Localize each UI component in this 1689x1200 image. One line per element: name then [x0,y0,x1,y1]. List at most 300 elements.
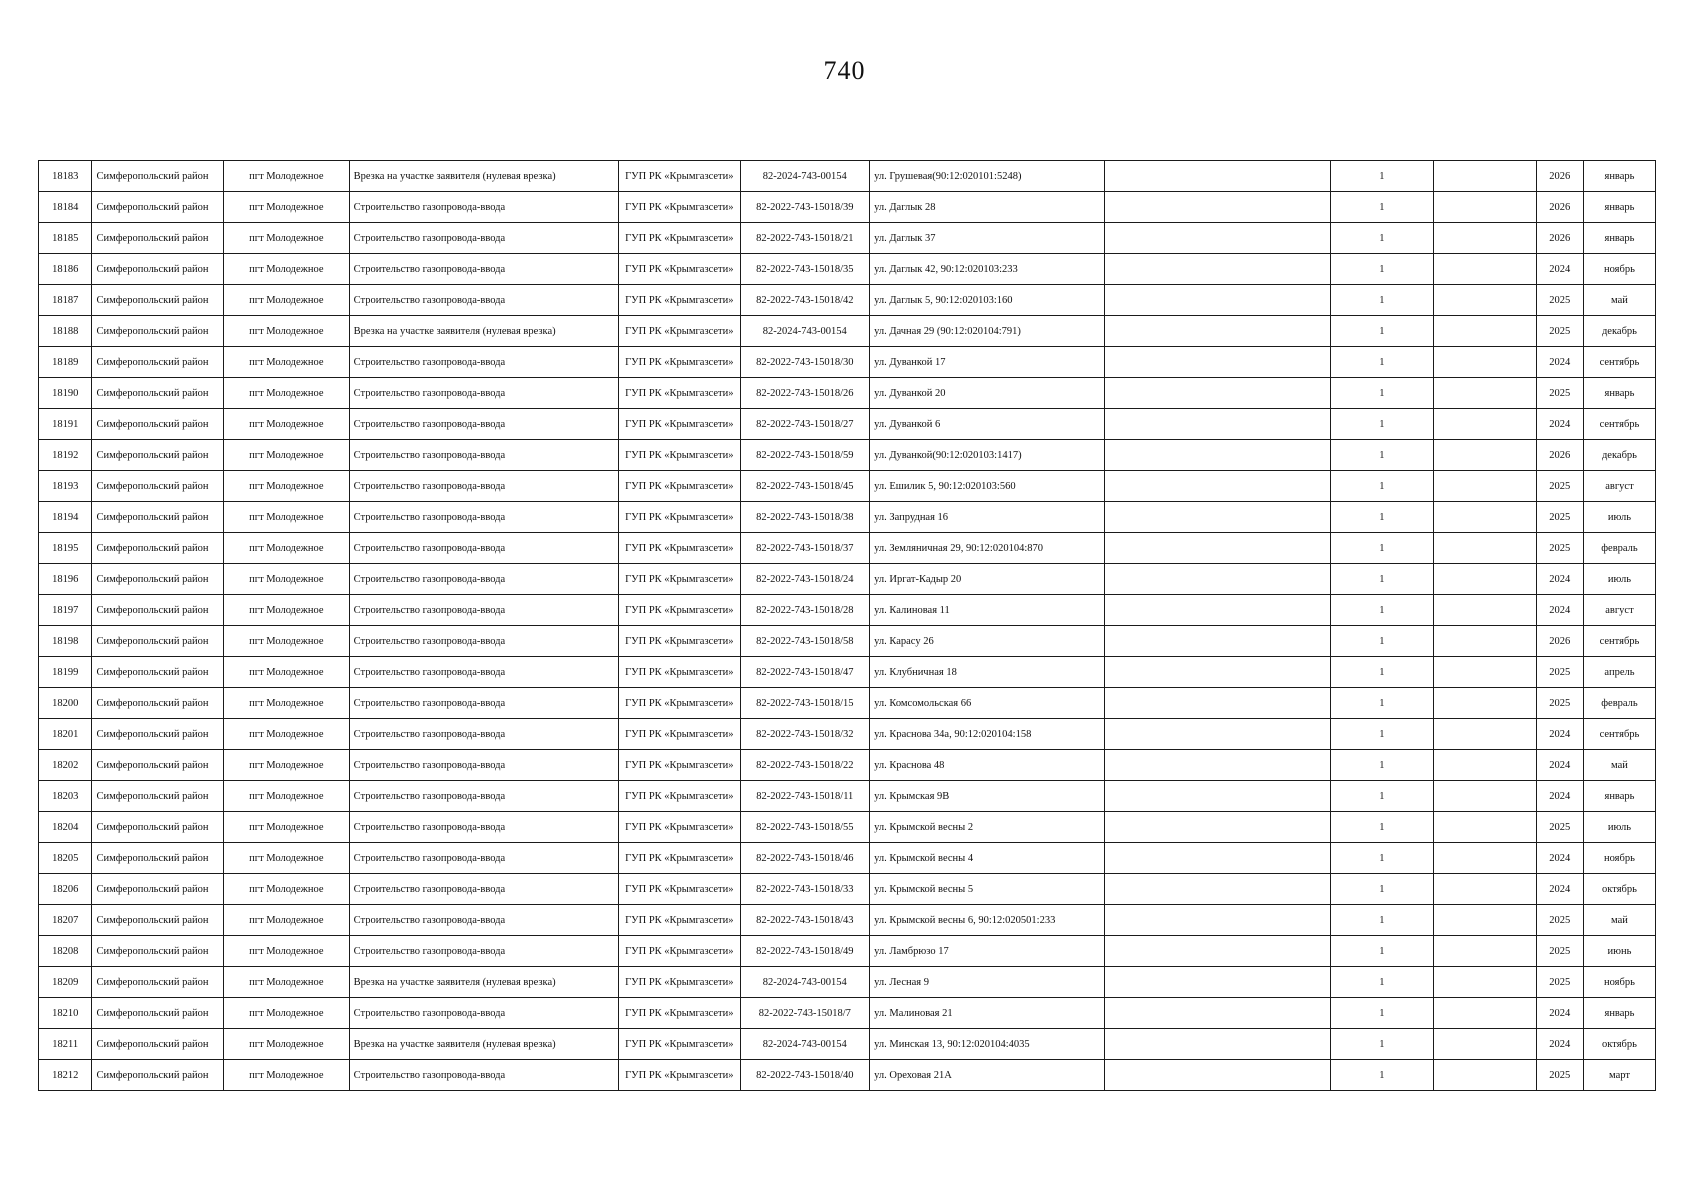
address-cell: ул. Ореховая 21А [870,1060,1105,1091]
organization-cell: ГУП РК «Крымгазсети» [619,440,740,471]
organization-cell: ГУП РК «Крымгазсети» [619,905,740,936]
empty-cell [1104,595,1330,626]
row-number: 18192 [39,440,92,471]
organization-cell: ГУП РК «Крымгазсети» [619,161,740,192]
district-cell: Симферопольский район [92,595,224,626]
work-type-cell: Строительство газопровода-ввода [349,502,619,533]
settlement-cell: пгт Молодежное [224,564,349,595]
table-row [39,347,1656,378]
district-cell: Симферопольский район [92,1060,224,1091]
settlement-cell: пгт Молодежное [224,626,349,657]
settlement-cell: пгт Молодежное [224,1060,349,1091]
work-type-cell: Строительство газопровода-ввода [349,1060,619,1091]
work-type-cell: Врезка на участке заявителя (нулевая врезка) [349,967,619,998]
table-row [39,905,1656,936]
year-cell: 2024 [1536,781,1583,812]
table-body [39,161,1656,1091]
empty-cell [1104,657,1330,688]
address-cell: ул. Ешилик 5, 90:12:020103:560 [870,471,1105,502]
table-row [39,440,1656,471]
settlement-cell: пгт Молодежное [224,719,349,750]
row-number: 18187 [39,285,92,316]
month-cell: октябрь [1583,874,1655,905]
year-cell: 2024 [1536,874,1583,905]
address-cell: ул. Даглык 28 [870,192,1105,223]
year-cell: 2025 [1536,471,1583,502]
month-cell: август [1583,471,1655,502]
month-cell: май [1583,750,1655,781]
row-number: 18209 [39,967,92,998]
empty-cell [1104,967,1330,998]
district-cell: Симферопольский район [92,440,224,471]
document-number-cell: 82-2022-743-15018/46 [740,843,870,874]
row-number: 18211 [39,1029,92,1060]
row-number: 18184 [39,192,92,223]
document-number-cell: 82-2022-743-15018/55 [740,812,870,843]
document-number-cell: 82-2022-743-15018/15 [740,688,870,719]
year-cell: 2025 [1536,378,1583,409]
month-cell: ноябрь [1583,967,1655,998]
year-cell: 2025 [1536,936,1583,967]
work-type-cell: Строительство газопровода-ввода [349,564,619,595]
work-type-cell: Строительство газопровода-ввода [349,471,619,502]
empty-cell [1104,347,1330,378]
quantity-cell: 1 [1330,285,1433,316]
empty-cell [1104,936,1330,967]
year-cell: 2025 [1536,967,1583,998]
settlement-cell: пгт Молодежное [224,843,349,874]
empty-cell [1104,1029,1330,1060]
quantity-cell: 1 [1330,1060,1433,1091]
year-cell: 2025 [1536,657,1583,688]
organization-cell: ГУП РК «Крымгазсети» [619,874,740,905]
empty-cell [1433,192,1536,223]
year-cell: 2024 [1536,1029,1583,1060]
year-cell: 2025 [1536,812,1583,843]
quantity-cell: 1 [1330,316,1433,347]
table-row [39,874,1656,905]
quantity-cell: 1 [1330,161,1433,192]
empty-cell [1433,471,1536,502]
quantity-cell: 1 [1330,719,1433,750]
district-cell: Симферопольский район [92,471,224,502]
settlement-cell: пгт Молодежное [224,471,349,502]
district-cell: Симферопольский район [92,967,224,998]
document-number-cell: 82-2022-743-15018/28 [740,595,870,626]
quantity-cell: 1 [1330,192,1433,223]
quantity-cell: 1 [1330,781,1433,812]
empty-cell [1433,254,1536,285]
district-cell: Симферопольский район [92,688,224,719]
registry-table [38,160,1656,1091]
row-number: 18195 [39,533,92,564]
row-number: 18189 [39,347,92,378]
row-number: 18202 [39,750,92,781]
settlement-cell: пгт Молодежное [224,998,349,1029]
district-cell: Симферопольский район [92,874,224,905]
month-cell: июль [1583,812,1655,843]
district-cell: Симферопольский район [92,223,224,254]
quantity-cell: 1 [1330,378,1433,409]
quantity-cell: 1 [1330,1029,1433,1060]
month-cell: январь [1583,378,1655,409]
work-type-cell: Строительство газопровода-ввода [349,440,619,471]
year-cell: 2024 [1536,750,1583,781]
organization-cell: ГУП РК «Крымгазсети» [619,657,740,688]
document-number-cell: 82-2024-743-00154 [740,1029,870,1060]
quantity-cell: 1 [1330,409,1433,440]
organization-cell: ГУП РК «Крымгазсети» [619,471,740,502]
settlement-cell: пгт Молодежное [224,254,349,285]
organization-cell: ГУП РК «Крымгазсети» [619,502,740,533]
document-number-cell: 82-2022-743-15018/30 [740,347,870,378]
month-cell: январь [1583,998,1655,1029]
settlement-cell: пгт Молодежное [224,533,349,564]
district-cell: Симферопольский район [92,378,224,409]
address-cell: ул. Дуванкой 17 [870,347,1105,378]
district-cell: Симферопольский район [92,254,224,285]
month-cell: ноябрь [1583,843,1655,874]
district-cell: Симферопольский район [92,781,224,812]
district-cell: Симферопольский район [92,750,224,781]
empty-cell [1433,750,1536,781]
district-cell: Симферопольский район [92,843,224,874]
document-number-cell: 82-2022-743-15018/33 [740,874,870,905]
district-cell: Симферопольский район [92,347,224,378]
quantity-cell: 1 [1330,812,1433,843]
empty-cell [1104,812,1330,843]
district-cell: Симферопольский район [92,285,224,316]
quantity-cell: 1 [1330,998,1433,1029]
work-type-cell: Строительство газопровода-ввода [349,750,619,781]
settlement-cell: пгт Молодежное [224,378,349,409]
organization-cell: ГУП РК «Крымгазсети» [619,750,740,781]
work-type-cell: Строительство газопровода-ввода [349,285,619,316]
table-row [39,533,1656,564]
empty-cell [1104,502,1330,533]
quantity-cell: 1 [1330,750,1433,781]
settlement-cell: пгт Молодежное [224,905,349,936]
empty-cell [1104,254,1330,285]
month-cell: ноябрь [1583,254,1655,285]
address-cell: ул. Даглык 5, 90:12:020103:160 [870,285,1105,316]
quantity-cell: 1 [1330,347,1433,378]
year-cell: 2026 [1536,223,1583,254]
work-type-cell: Строительство газопровода-ввода [349,223,619,254]
table-row [39,843,1656,874]
quantity-cell: 1 [1330,533,1433,564]
row-number: 18212 [39,1060,92,1091]
address-cell: ул. Запрудная 16 [870,502,1105,533]
settlement-cell: пгт Молодежное [224,812,349,843]
settlement-cell: пгт Молодежное [224,502,349,533]
quantity-cell: 1 [1330,595,1433,626]
empty-cell [1433,595,1536,626]
row-number: 18185 [39,223,92,254]
document-number-cell: 82-2024-743-00154 [740,316,870,347]
month-cell: январь [1583,781,1655,812]
month-cell: февраль [1583,688,1655,719]
work-type-cell: Строительство газопровода-ввода [349,626,619,657]
address-cell: ул. Краснова 48 [870,750,1105,781]
address-cell: ул. Малиновая 21 [870,998,1105,1029]
work-type-cell: Строительство газопровода-ввода [349,874,619,905]
row-number: 18204 [39,812,92,843]
empty-cell [1433,998,1536,1029]
work-type-cell: Строительство газопровода-ввода [349,595,619,626]
row-number: 18201 [39,719,92,750]
empty-cell [1104,285,1330,316]
district-cell: Симферопольский район [92,905,224,936]
empty-cell [1104,533,1330,564]
organization-cell: ГУП РК «Крымгазсети» [619,843,740,874]
document-number-cell: 82-2022-743-15018/47 [740,657,870,688]
month-cell: декабрь [1583,316,1655,347]
organization-cell: ГУП РК «Крымгазсети» [619,626,740,657]
year-cell: 2025 [1536,502,1583,533]
row-number: 18205 [39,843,92,874]
work-type-cell: Строительство газопровода-ввода [349,347,619,378]
settlement-cell: пгт Молодежное [224,874,349,905]
row-number: 18206 [39,874,92,905]
organization-cell: ГУП РК «Крымгазсети» [619,564,740,595]
settlement-cell: пгт Молодежное [224,347,349,378]
empty-cell [1104,223,1330,254]
empty-cell [1104,843,1330,874]
table-row [39,502,1656,533]
settlement-cell: пгт Молодежное [224,409,349,440]
empty-cell [1104,409,1330,440]
empty-cell [1433,378,1536,409]
settlement-cell: пгт Молодежное [224,1029,349,1060]
empty-cell [1433,905,1536,936]
work-type-cell: Строительство газопровода-ввода [349,998,619,1029]
work-type-cell: Строительство газопровода-ввода [349,781,619,812]
table-row [39,657,1656,688]
empty-cell [1433,626,1536,657]
quantity-cell: 1 [1330,471,1433,502]
quantity-cell: 1 [1330,254,1433,285]
work-type-cell: Строительство газопровода-ввода [349,409,619,440]
quantity-cell: 1 [1330,657,1433,688]
row-number: 18210 [39,998,92,1029]
district-cell: Симферопольский район [92,998,224,1029]
organization-cell: ГУП РК «Крымгазсети» [619,533,740,564]
address-cell: ул. Грушевая(90:12:020101:5248) [870,161,1105,192]
month-cell: декабрь [1583,440,1655,471]
organization-cell: ГУП РК «Крымгазсети» [619,223,740,254]
row-number: 18183 [39,161,92,192]
year-cell: 2025 [1536,1060,1583,1091]
month-cell: август [1583,595,1655,626]
empty-cell [1433,223,1536,254]
year-cell: 2024 [1536,409,1583,440]
organization-cell: ГУП РК «Крымгазсети» [619,781,740,812]
document-number-cell: 82-2022-743-15018/58 [740,626,870,657]
quantity-cell: 1 [1330,688,1433,719]
year-cell: 2024 [1536,719,1583,750]
empty-cell [1104,781,1330,812]
quantity-cell: 1 [1330,626,1433,657]
document-number-cell: 82-2024-743-00154 [740,967,870,998]
table-row [39,781,1656,812]
table-row [39,316,1656,347]
district-cell: Симферопольский район [92,564,224,595]
address-cell: ул. Крымской весны 4 [870,843,1105,874]
row-number: 18188 [39,316,92,347]
address-cell: ул. Клубничная 18 [870,657,1105,688]
work-type-cell: Врезка на участке заявителя (нулевая врезка) [349,316,619,347]
document-number-cell: 82-2022-743-15018/39 [740,192,870,223]
district-cell: Симферопольский район [92,626,224,657]
district-cell: Симферопольский район [92,533,224,564]
settlement-cell: пгт Молодежное [224,440,349,471]
year-cell: 2024 [1536,843,1583,874]
table-row [39,285,1656,316]
address-cell: ул. Минская 13, 90:12:020104:4035 [870,1029,1105,1060]
address-cell: ул. Дуванкой(90:12:020103:1417) [870,440,1105,471]
address-cell: ул. Калиновая 11 [870,595,1105,626]
settlement-cell: пгт Молодежное [224,316,349,347]
table-row [39,595,1656,626]
work-type-cell: Строительство газопровода-ввода [349,936,619,967]
empty-cell [1433,688,1536,719]
work-type-cell: Врезка на участке заявителя (нулевая врезка) [349,161,619,192]
row-number: 18191 [39,409,92,440]
document-number-cell: 82-2022-743-15018/11 [740,781,870,812]
quantity-cell: 1 [1330,936,1433,967]
empty-cell [1433,285,1536,316]
settlement-cell: пгт Молодежное [224,781,349,812]
month-cell: апрель [1583,657,1655,688]
document-number-cell: 82-2022-743-15018/21 [740,223,870,254]
row-number: 18190 [39,378,92,409]
table-row [39,626,1656,657]
document-number-cell: 82-2022-743-15018/22 [740,750,870,781]
address-cell: ул. Дуванкой 20 [870,378,1105,409]
address-cell: ул. Даглык 42, 90:12:020103:233 [870,254,1105,285]
address-cell: ул. Ламбрюзо 17 [870,936,1105,967]
table-row [39,409,1656,440]
empty-cell [1104,316,1330,347]
month-cell: сентябрь [1583,719,1655,750]
month-cell: сентябрь [1583,626,1655,657]
empty-cell [1433,564,1536,595]
empty-cell [1433,347,1536,378]
empty-cell [1104,719,1330,750]
organization-cell: ГУП РК «Крымгазсети» [619,192,740,223]
month-cell: сентябрь [1583,409,1655,440]
row-number: 18207 [39,905,92,936]
organization-cell: ГУП РК «Крымгазсети» [619,936,740,967]
quantity-cell: 1 [1330,843,1433,874]
quantity-cell: 1 [1330,440,1433,471]
organization-cell: ГУП РК «Крымгазсети» [619,967,740,998]
document-number-cell: 82-2022-743-15018/37 [740,533,870,564]
row-number: 18200 [39,688,92,719]
row-number: 18193 [39,471,92,502]
table-row [39,812,1656,843]
month-cell: июль [1583,502,1655,533]
table-row [39,967,1656,998]
month-cell: сентябрь [1583,347,1655,378]
address-cell: ул. Карасу 26 [870,626,1105,657]
document-number-cell: 82-2022-743-15018/26 [740,378,870,409]
empty-cell [1433,874,1536,905]
address-cell: ул. Лесная 9 [870,967,1105,998]
empty-cell [1104,440,1330,471]
empty-cell [1433,440,1536,471]
work-type-cell: Строительство газопровода-ввода [349,192,619,223]
empty-cell [1104,1060,1330,1091]
document-number-cell: 82-2022-743-15018/43 [740,905,870,936]
table-row [39,223,1656,254]
row-number: 18198 [39,626,92,657]
row-number: 18197 [39,595,92,626]
year-cell: 2025 [1536,688,1583,719]
organization-cell: ГУП РК «Крымгазсети» [619,812,740,843]
row-number: 18194 [39,502,92,533]
table-row [39,192,1656,223]
organization-cell: ГУП РК «Крымгазсети» [619,688,740,719]
organization-cell: ГУП РК «Крымгазсети» [619,316,740,347]
district-cell: Симферопольский район [92,1029,224,1060]
table-row [39,564,1656,595]
address-cell: ул. Крымской весны 2 [870,812,1105,843]
year-cell: 2025 [1536,285,1583,316]
district-cell: Симферопольский район [92,719,224,750]
month-cell: январь [1583,223,1655,254]
page-number: 740 [823,56,866,85]
year-cell: 2026 [1536,161,1583,192]
empty-cell [1433,502,1536,533]
district-cell: Симферопольский район [92,936,224,967]
year-cell: 2026 [1536,192,1583,223]
year-cell: 2024 [1536,564,1583,595]
district-cell: Симферопольский район [92,192,224,223]
year-cell: 2026 [1536,626,1583,657]
address-cell: ул. Даглык 37 [870,223,1105,254]
district-cell: Симферопольский район [92,409,224,440]
document-number-cell: 82-2022-743-15018/35 [740,254,870,285]
document-number-cell: 82-2022-743-15018/40 [740,1060,870,1091]
work-type-cell: Строительство газопровода-ввода [349,688,619,719]
document-number-cell: 82-2022-743-15018/42 [740,285,870,316]
address-cell: ул. Дачная 29 (90:12:020104:791) [870,316,1105,347]
empty-cell [1104,161,1330,192]
organization-cell: ГУП РК «Крымгазсети» [619,347,740,378]
month-cell: октябрь [1583,1029,1655,1060]
settlement-cell: пгт Молодежное [224,657,349,688]
year-cell: 2025 [1536,316,1583,347]
empty-cell [1104,905,1330,936]
quantity-cell: 1 [1330,967,1433,998]
quantity-cell: 1 [1330,874,1433,905]
table-row [39,471,1656,502]
work-type-cell: Строительство газопровода-ввода [349,378,619,409]
quantity-cell: 1 [1330,564,1433,595]
empty-cell [1433,781,1536,812]
address-cell: ул. Комсомольская 66 [870,688,1105,719]
table-row [39,719,1656,750]
month-cell: март [1583,1060,1655,1091]
empty-cell [1104,471,1330,502]
settlement-cell: пгт Молодежное [224,750,349,781]
year-cell: 2024 [1536,347,1583,378]
document-number-cell: 82-2022-743-15018/24 [740,564,870,595]
document-number-cell: 82-2022-743-15018/59 [740,440,870,471]
address-cell: ул. Крымская 9В [870,781,1105,812]
